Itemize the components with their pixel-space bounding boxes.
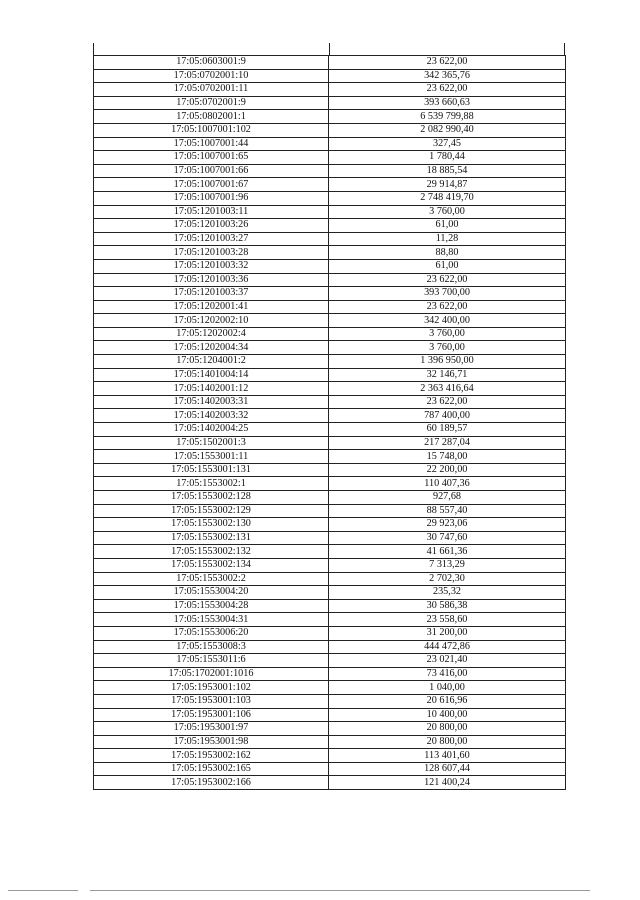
- cadastral-value-cell: 342 365,76: [329, 69, 566, 83]
- cadastral-number-cell: 17:05:1553008:3: [94, 640, 329, 654]
- table-row: [94, 722, 566, 736]
- cadastral-value-cell: 22 200,00: [329, 463, 566, 477]
- table-row: [94, 586, 566, 600]
- cadastral-value-cell: 1 040,00: [329, 681, 566, 695]
- table-row: [94, 151, 566, 165]
- table-row: [94, 178, 566, 192]
- table-row: [94, 123, 566, 137]
- cadastral-value-cell: 20 800,00: [329, 735, 566, 749]
- cadastral-value-cell: 121 400,24: [329, 776, 566, 790]
- cadastral-number-cell: 17:05:1553001:11: [94, 450, 329, 464]
- table-continuation-edge: [93, 43, 565, 55]
- table-row: [94, 436, 566, 450]
- table-row: [94, 164, 566, 178]
- cadastral-value-cell: 235,32: [329, 586, 566, 600]
- cadastral-value-cell: 2 082 990,40: [329, 123, 566, 137]
- cadastral-value-cell: 11,28: [329, 232, 566, 246]
- table-row: [94, 531, 566, 545]
- cadastral-number-cell: 17:05:1007001:44: [94, 137, 329, 151]
- table-row: [94, 409, 566, 423]
- cadastral-value-cell: 342 400,00: [329, 314, 566, 328]
- cadastral-number-cell: 17:05:0702001:9: [94, 96, 329, 110]
- cadastral-value-cell: 1 780,44: [329, 151, 566, 165]
- table-row: [94, 667, 566, 681]
- cadastral-number-cell: 17:05:1201003:26: [94, 219, 329, 233]
- cadastral-value-cell: 3 760,00: [329, 341, 566, 355]
- cadastral-value-cell: 30 747,60: [329, 531, 566, 545]
- cadastral-value-cell: 1 396 950,00: [329, 355, 566, 369]
- cadastral-value-cell: 23 622,00: [329, 83, 566, 97]
- table-row: [94, 450, 566, 464]
- table-row: [94, 735, 566, 749]
- cadastral-value-cell: 20 616,96: [329, 694, 566, 708]
- cadastral-number-cell: 17:05:1553002:132: [94, 545, 329, 559]
- cadastral-number-cell: 17:05:1201003:27: [94, 232, 329, 246]
- cadastral-number-cell: 17:05:1553002:130: [94, 518, 329, 532]
- cadastral-value-cell: 32 146,71: [329, 368, 566, 382]
- cadastral-value-cell: 60 189,57: [329, 423, 566, 437]
- table-body: [94, 56, 566, 790]
- table-row: [94, 613, 566, 627]
- table-row: [94, 232, 566, 246]
- cadastral-number-cell: 17:05:0802001:1: [94, 110, 329, 124]
- cadastral-number-cell: 17:05:0702001:11: [94, 83, 329, 97]
- cadastral-value-cell: 23 622,00: [329, 273, 566, 287]
- footer-rule: [90, 890, 590, 891]
- cadastral-value-cell: 41 661,36: [329, 545, 566, 559]
- cadastral-number-cell: 17:05:1007001:67: [94, 178, 329, 192]
- cadastral-value-cell: 6 539 799,88: [329, 110, 566, 124]
- cadastral-number-cell: 17:05:1553001:131: [94, 463, 329, 477]
- column-divider: [329, 43, 330, 55]
- cadastral-value-cell: 30 586,38: [329, 599, 566, 613]
- table-row: [94, 355, 566, 369]
- table-row: [94, 708, 566, 722]
- cadastral-number-cell: 17:05:1201003:36: [94, 273, 329, 287]
- table-row: [94, 572, 566, 586]
- cadastral-value-cell: 3 760,00: [329, 205, 566, 219]
- cadastral-number-cell: 17:05:1553006:20: [94, 626, 329, 640]
- cadastral-number-cell: 17:05:1953001:97: [94, 722, 329, 736]
- table-row: [94, 96, 566, 110]
- table-row: [94, 69, 566, 83]
- cadastral-value-cell: 18 885,54: [329, 164, 566, 178]
- cadastral-number-cell: 17:05:1201003:37: [94, 287, 329, 301]
- cadastral-value-cell: 29 923,06: [329, 518, 566, 532]
- cadastral-value-cell: 61,00: [329, 259, 566, 273]
- cadastral-number-cell: 17:05:1553002:1: [94, 477, 329, 491]
- table-row: [94, 259, 566, 273]
- cadastral-number-cell: 17:05:1553002:131: [94, 531, 329, 545]
- cadastral-number-cell: 17:05:1402003:32: [94, 409, 329, 423]
- cadastral-number-cell: 17:05:1202002:4: [94, 327, 329, 341]
- cadastral-number-cell: 17:05:1007001:66: [94, 164, 329, 178]
- cadastral-number-cell: 17:05:0603001:9: [94, 56, 329, 70]
- footer-rule-left: [8, 890, 78, 891]
- cadastral-value-cell: 393 660,63: [329, 96, 566, 110]
- table-row: [94, 694, 566, 708]
- cadastral-value-cell: 73 416,00: [329, 667, 566, 681]
- cadastral-number-cell: 17:05:1953002:165: [94, 762, 329, 776]
- cadastral-number-cell: 17:05:1953001:103: [94, 694, 329, 708]
- table-row: [94, 246, 566, 260]
- table-row: [94, 776, 566, 790]
- table-row: [94, 681, 566, 695]
- cadastral-number-cell: 17:05:1553011:6: [94, 654, 329, 668]
- cadastral-value-cell: 88 557,40: [329, 504, 566, 518]
- cadastral-number-cell: 17:05:1953002:162: [94, 749, 329, 763]
- cadastral-number-cell: 17:05:1202001:41: [94, 300, 329, 314]
- table-row: [94, 558, 566, 572]
- table-row: [94, 640, 566, 654]
- table-row: [94, 300, 566, 314]
- cadastral-number-cell: 17:05:1953001:98: [94, 735, 329, 749]
- table-row: [94, 504, 566, 518]
- table-row: [94, 110, 566, 124]
- cadastral-value-cell: 20 800,00: [329, 722, 566, 736]
- cadastral-value-cell: 2 748 419,70: [329, 191, 566, 205]
- table-row: [94, 626, 566, 640]
- cadastral-number-cell: 17:05:0702001:10: [94, 69, 329, 83]
- cadastral-number-cell: 17:05:1007001:96: [94, 191, 329, 205]
- table-row: [94, 518, 566, 532]
- cadastral-value-cell: 29 914,87: [329, 178, 566, 192]
- cadastral-number-cell: 17:05:1953001:102: [94, 681, 329, 695]
- cadastral-number-cell: 17:05:1201003:32: [94, 259, 329, 273]
- cadastral-value-cell: 10 400,00: [329, 708, 566, 722]
- table-row: [94, 395, 566, 409]
- cadastral-value-cell: 113 401,60: [329, 749, 566, 763]
- cadastral-number-cell: 17:05:1553004:31: [94, 613, 329, 627]
- table-row: [94, 205, 566, 219]
- cadastral-number-cell: 17:05:1953001:106: [94, 708, 329, 722]
- cadastral-value-cell: 393 700,00: [329, 287, 566, 301]
- table-row: [94, 137, 566, 151]
- cadastral-number-cell: 17:05:1202004:34: [94, 341, 329, 355]
- table-row: [94, 83, 566, 97]
- cadastral-number-cell: 17:05:1953002:166: [94, 776, 329, 790]
- table-row: [94, 56, 566, 70]
- table-row: [94, 219, 566, 233]
- cadastral-number-cell: 17:05:1402001:12: [94, 382, 329, 396]
- cadastral-value-cell: 23 622,00: [329, 300, 566, 314]
- cadastral-number-cell: 17:05:1402003:31: [94, 395, 329, 409]
- cadastral-value-cell: 327,45: [329, 137, 566, 151]
- table-row: [94, 368, 566, 382]
- cadastral-value-cell: 2 702,30: [329, 572, 566, 586]
- table-row: [94, 273, 566, 287]
- cadastral-number-cell: 17:05:1201003:28: [94, 246, 329, 260]
- cadastral-value-cell: 23 558,60: [329, 613, 566, 627]
- cadastral-value-cell: 7 313,29: [329, 558, 566, 572]
- cadastral-number-cell: 17:05:1204001:2: [94, 355, 329, 369]
- cadastral-value-cell: 23 622,00: [329, 56, 566, 70]
- cadastral-number-cell: 17:05:1553002:128: [94, 491, 329, 505]
- cadastral-value-cell: 15 748,00: [329, 450, 566, 464]
- cadastral-value-cell: 23 622,00: [329, 395, 566, 409]
- cadastral-number-cell: 17:05:1201003:11: [94, 205, 329, 219]
- cadastral-value-cell: 61,00: [329, 219, 566, 233]
- cadastral-number-cell: 17:05:1402004:25: [94, 423, 329, 437]
- table-row: [94, 314, 566, 328]
- cadastral-value-cell: 128 607,44: [329, 762, 566, 776]
- cadastral-number-cell: 17:05:1553002:129: [94, 504, 329, 518]
- cadastral-number-cell: 17:05:1007001:65: [94, 151, 329, 165]
- table-row: [94, 463, 566, 477]
- cadastral-value-cell: 217 287,04: [329, 436, 566, 450]
- table-row: [94, 191, 566, 205]
- cadastral-number-cell: 17:05:1553002:2: [94, 572, 329, 586]
- cadastral-value-cell: 31 200,00: [329, 626, 566, 640]
- cadastral-number-cell: 17:05:1553002:134: [94, 558, 329, 572]
- cadastral-value-cell: 787 400,00: [329, 409, 566, 423]
- cadastral-number-cell: 17:05:1553004:20: [94, 586, 329, 600]
- cadastral-number-cell: 17:05:1702001:1016: [94, 667, 329, 681]
- cadastral-value-cell: 110 407,36: [329, 477, 566, 491]
- table-row: [94, 762, 566, 776]
- table-row: [94, 749, 566, 763]
- table-row: [94, 287, 566, 301]
- cadastral-value-cell: 2 363 416,64: [329, 382, 566, 396]
- table-row: [94, 477, 566, 491]
- cadastral-number-cell: 17:05:1202002:10: [94, 314, 329, 328]
- cadastral-value-cell: 927,68: [329, 491, 566, 505]
- cadastral-value-table: [93, 55, 566, 790]
- table-row: [94, 654, 566, 668]
- cadastral-value-cell: 88,80: [329, 246, 566, 260]
- cadastral-value-cell: 23 021,40: [329, 654, 566, 668]
- table-row: [94, 491, 566, 505]
- cadastral-number-cell: 17:05:1553004:28: [94, 599, 329, 613]
- table-row: [94, 423, 566, 437]
- cadastral-number-cell: 17:05:1502001:3: [94, 436, 329, 450]
- cadastral-number-cell: 17:05:1401004:14: [94, 368, 329, 382]
- table-row: [94, 327, 566, 341]
- table-row: [94, 545, 566, 559]
- cadastral-value-cell: 444 472,86: [329, 640, 566, 654]
- table-row: [94, 599, 566, 613]
- cadastral-value-cell: 3 760,00: [329, 327, 566, 341]
- table-row: [94, 382, 566, 396]
- table-row: [94, 341, 566, 355]
- cadastral-number-cell: 17:05:1007001:102: [94, 123, 329, 137]
